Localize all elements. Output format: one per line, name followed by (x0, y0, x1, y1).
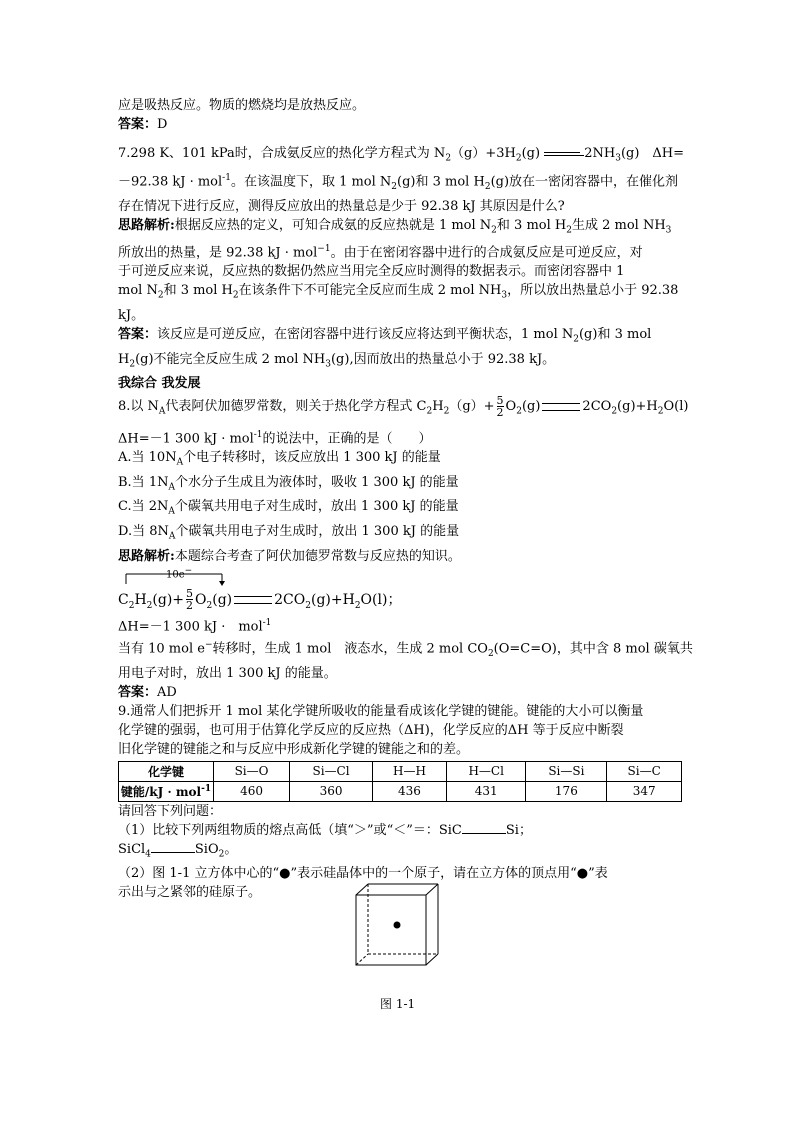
table-cell: 347 (607, 781, 682, 801)
option-b: B.当 $1N_A$个水分子生成且为液体时，吸收 1 300 kJ 的能量 (118, 474, 459, 493)
reversible-arrow-icon (544, 150, 584, 158)
solution-line: 思路解析:根据反应热的定义，可知合成氨的反应热就是 1 mol $N_2$和 3 mol $H_2$生成 2 mol $NH_3$ (118, 217, 672, 236)
question-8-line: 8.以 $N_A$代表阿伏加德罗常数，则关于热化学方程式 $C_2H_2(g)+$ $\frac{5}{2}$ $O_2(g)$ $2CO_2(g)+H_2O(l)$ (118, 394, 689, 420)
answer-line: 答案：该反应是可逆反应，在密闭容器中进行该反应将达到平衡状态，1 mol $N_2(g)$和 3 mol (118, 327, 652, 345)
fraction: $\frac{5}{2}$ (496, 394, 504, 420)
table-cell: 176 (526, 781, 607, 801)
solution-line: 所放出的热量，是 92.38 kJ · mol$^{-1}$。由于在密闭容器中进行的合成氨反应是可逆反应，对 (118, 244, 643, 261)
question-7-line: 存在情况下进行反应，测得反应放出的热量总是少于 92.38 kJ 其原因是什么? (118, 198, 565, 214)
question-8-line: ΔH=－1 300 kJ · mol$^{-1}$的说法中，正确的是（ ） (118, 429, 432, 447)
table-cell: 360 (290, 781, 373, 801)
table-cell: 431 (446, 781, 525, 801)
document-page (118, 96, 693, 1011)
answer-line: 答案：AD (118, 684, 177, 700)
answer-line: 答案：D (118, 117, 168, 132)
center-atom-icon (394, 922, 401, 929)
table-cell: Si—O (214, 761, 290, 781)
figure-caption: 图 1-1 (380, 997, 416, 1011)
enthalpy-line: ΔH=－1 300 kJ · mol$^{-1}$ (118, 617, 272, 634)
solution-line: 用电子对时，放出 1 300 kJ 的能量。 (118, 665, 337, 681)
cube-figure (355, 883, 439, 967)
option-a: A.当 $10N_A$个电子转移时，该反应放出 1 300 kJ 的能量 (118, 450, 441, 468)
question-9-part-1: SiCl$_4$ SiO$_2$。 (118, 841, 238, 860)
table-cell: 436 (373, 781, 447, 801)
table-row (119, 781, 682, 801)
question-9-part-1: （1）比较下列两组物质的熔点高低（填“＞”或“＜”＝：SiC Si； (118, 822, 532, 838)
table-cell: Si—C (607, 761, 682, 781)
question-7-line: －92.38 kJ · mol$^{-1}$。在该温度下，取 1 mol $N_2(g)$和 3 mol $H_2(g)$放在一密闭容器中，在催化剂 (118, 172, 679, 192)
table-cell: Si—Cl (290, 761, 373, 781)
answer-line: $H_2(g)$不能完全反应生成 2 mol $NH_3(g)$,因而放出的热量总小于 92.38 kJ。 (118, 351, 556, 370)
option-d: D.当 $8N_A$个碳氧共用电子对生成时，放出 1 300 kJ 的能量 (118, 523, 460, 542)
solution-line: 思路解析:本题综合考查了阿伏加德罗常数与反应热的知识。 (118, 548, 461, 564)
question-9-line: 化学键的强弱，也可用于估算化学反应的反应热（ΔH)，化学反应的ΔH 等于反应中断裂 (118, 722, 624, 738)
equation: $C_2H_2(g)+$ $\frac{5}{2}$ $O_2(g)$ $2CO_2(g)+H_2O(l)$； (118, 587, 402, 613)
table-cell: H—Cl (446, 761, 525, 781)
solution-line: 于可逆反应来说，反应热的数据仍然应当用完全反应时测得的数据表示。而密闭容器中 1 (118, 264, 625, 280)
question-9-line: 旧化学键的键能之和与反应中形成新化学键的键能之和的差。 (118, 741, 470, 757)
table-cell: 460 (214, 781, 290, 801)
solution-line: kJ。 (118, 308, 145, 324)
question-9-line: 9.通常人们把拆开 1 mol 某化学键所吸收的能量看成该化学键的键能。键能的大小可以衡量 (118, 703, 644, 719)
table-cell: Si—Si (526, 761, 607, 781)
option-c: C.当 $2N_A$个碳氧共用电子对生成时，放出 1 300 kJ 的能量 (118, 499, 459, 517)
table-header-cell: 键能/kJ · mol$^{-1}$ (119, 781, 214, 801)
bond-energy-table (118, 761, 682, 802)
solution-line: mol $N_2$和 3 mol $H_2$在该条件下不可能完全反应而生成 2 mol $NH_3$，所以放出热量总小于 92.38 (118, 283, 679, 302)
question-9-part-2: 示出与之紧邻的硅原子。 (118, 885, 262, 901)
question-9-part-2: （2）图 1-1 立方体中心的“●”表示硅晶体中的一个原子，请在立方体的顶点用“●”表 (118, 866, 608, 882)
question-7-line: 7.298 K、101 kPa时，合成氨反应的热化学方程式为 $N_2(g)+3H_2(g)$ $2NH_3(g)$ ΔH= (118, 146, 685, 164)
question-9-line: 请回答下列问题： (118, 803, 223, 819)
fraction: $\frac{5}{2}$ (186, 587, 194, 613)
text-line: 应是吸热反应。物质的燃烧均是放热反应。 (118, 98, 366, 113)
equals-arrow-icon (234, 596, 272, 604)
equals-arrow-icon (542, 403, 580, 411)
section-heading: 我综合 我发展 (118, 376, 201, 392)
table-header-cell: 化学键 (119, 761, 214, 781)
transfer-label: 10e− (166, 565, 193, 580)
table-row (119, 761, 682, 781)
solution-line: 当有 10 mol e−转移时，生成 1 mol 液态水，生成 2 mol $CO_2(O=C=O)$，其中含 8 mol 碳氧共 (118, 639, 693, 659)
answer-blank[interactable] (151, 852, 195, 853)
table-cell: H—H (373, 761, 447, 781)
answer-blank[interactable] (462, 833, 506, 834)
electron-transfer-equation (118, 566, 684, 614)
